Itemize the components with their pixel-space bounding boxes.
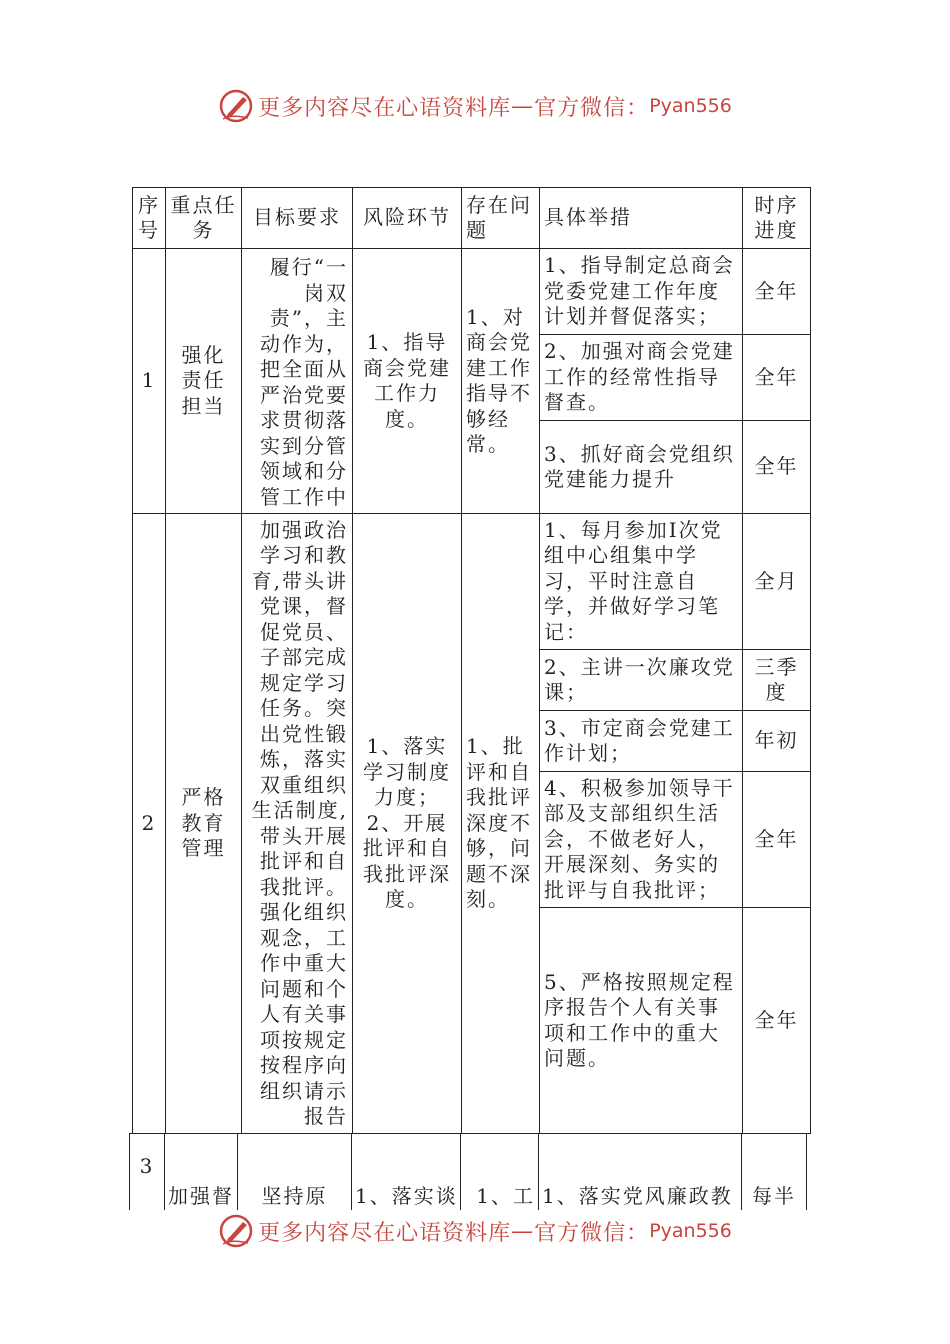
row2-timing-3: 年初 <box>743 711 811 772</box>
row1-seq: 1 <box>133 249 166 514</box>
header-measures: 具体举措 <box>540 188 743 249</box>
row3-timing: 每半 <box>742 1134 807 1211</box>
header-banner <box>0 86 950 126</box>
task-table <box>132 187 811 1134</box>
row2-timing-4: 全年 <box>743 772 811 908</box>
row3-seq: 3 <box>130 1134 165 1211</box>
header-seq: 序号 <box>133 188 166 249</box>
pen-logo-icon <box>218 88 254 124</box>
header-timing: 时序进度 <box>743 188 811 249</box>
row2-task: 严格教育管理 <box>166 514 242 1134</box>
table-header-row <box>133 188 811 249</box>
table-row <box>133 514 811 650</box>
banner-wechat-label: 官方微信： <box>534 1220 650 1246</box>
row2-risk: 1、落实学习制度力度；2、开展批评和自我批评深度。 <box>353 514 462 1134</box>
header-task: 重点任务 <box>166 188 242 249</box>
footer-banner <box>0 1211 950 1251</box>
banner-dash: — <box>511 93 535 119</box>
row3-measure: 1、落实党风廉政教 <box>539 1134 742 1211</box>
row2-timing-2: 三季度 <box>743 650 811 711</box>
row1-timing-2: 全年 <box>743 335 811 421</box>
row2-seq: 2 <box>133 514 166 1134</box>
banner-text: 更多内容尽在心语资料库 <box>258 1220 512 1246</box>
row2-timing-1: 全月 <box>743 514 811 650</box>
header-goal: 目标要求 <box>242 188 353 249</box>
row3-task: 加强督 <box>165 1134 238 1211</box>
header-problem: 存在问题 <box>462 188 540 249</box>
table-row <box>130 1134 807 1211</box>
row1-goal: 履行“一岗双责”，主动作为，把全面从严治党要求贯彻落实到分管领域和分管工作中 <box>242 249 353 514</box>
row2-measure-1: 1、每月参加Ⅰ次党组中心组集中学习，平时注意自学，并做好学习笔记： <box>540 514 743 650</box>
row2-measure-2: 2、主讲一次廉攻党课； <box>540 650 743 711</box>
row3-risk: 1、落实谈 <box>352 1134 461 1211</box>
header-risk: 风险环节 <box>353 188 462 249</box>
row2-goal: 加强政治学习和教育,带头讲党课，督促党员、子部完成规定学习任务。突出党性锻炼，落实双重组织生活制度,带头开展批评和自我批评。强化组织观念，工作中重大问题和个人有关事项按规定按程序向组织请示报告 <box>242 514 353 1134</box>
row1-measure-3: 3、抓好商会党组织党建能力提升 <box>540 421 743 514</box>
row2-measure-4: 4、积极参加领导干部及支部组织生活会，不做老好人，开展深刻、务实的批评与自我批评； <box>540 772 743 908</box>
row1-task: 强化责任担当 <box>166 249 242 514</box>
row1-measure-1: 1、指导制定总商会党委党建工作年度计划并督促落实； <box>540 249 743 335</box>
row2-measure-3: 3、市定商会党建工作计划； <box>540 711 743 772</box>
pen-logo-icon <box>218 1213 254 1249</box>
banner-wechat-id: Pyan556 <box>649 1220 732 1242</box>
banner-wechat-id: Pyan556 <box>649 95 732 117</box>
banner-dash: — <box>511 1218 535 1244</box>
row3-goal: 坚持原 <box>238 1134 352 1211</box>
row1-timing-1: 全年 <box>743 249 811 335</box>
row2-measure-5: 5、严格按照规定程序报告个人有关事项和工作中的重大问题。 <box>540 908 743 1134</box>
continuation-table <box>129 1133 807 1210</box>
row3-problem: 1、工 <box>461 1134 539 1211</box>
row2-problem: 1、批评和自我批评深度不够，问题不深刻。 <box>462 514 540 1134</box>
banner-text: 更多内容尽在心语资料库 <box>258 95 512 121</box>
row1-measure-2: 2、加强对商会党建工作的经常性指导督查。 <box>540 335 743 421</box>
banner-wechat-label: 官方微信： <box>534 95 650 121</box>
row1-timing-3: 全年 <box>743 421 811 514</box>
row1-problem: 1、对商会党建工作指导不够经常。 <box>462 249 540 514</box>
row1-risk: 1、指导商会党建工作力度。 <box>353 249 462 514</box>
table-row <box>133 249 811 335</box>
row2-timing-5: 全年 <box>743 908 811 1134</box>
